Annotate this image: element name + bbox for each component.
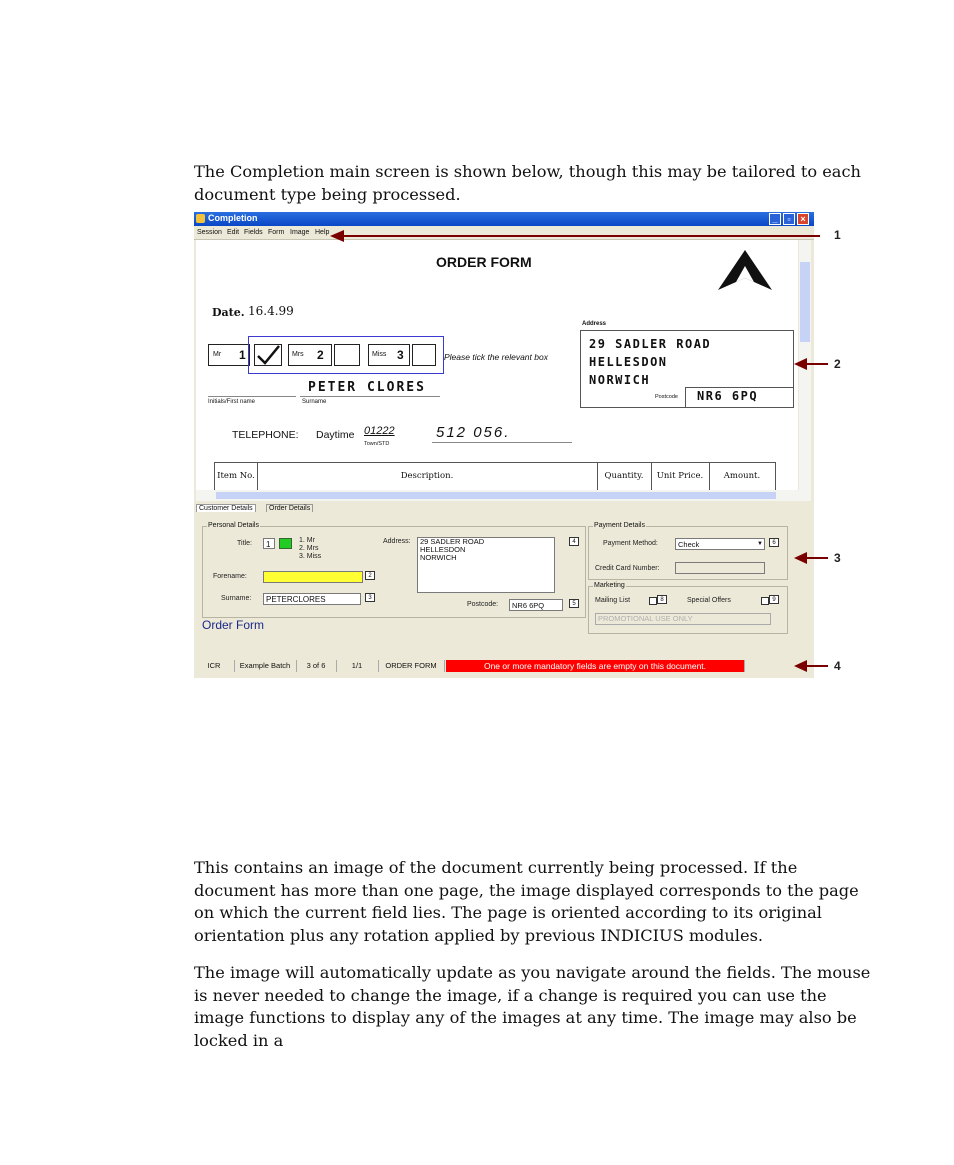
document-image	[196, 240, 798, 490]
status-page: 1/1	[336, 660, 379, 672]
callout-label-1: 1	[834, 228, 841, 242]
callout-arrow-4	[794, 658, 830, 674]
scan-initials-label: Initials/First name	[208, 399, 256, 405]
status-batch: Example Batch	[234, 660, 297, 672]
scan-address-label: Address	[582, 321, 607, 327]
payment-method-number: 6	[769, 538, 779, 547]
personal-details-group	[202, 522, 586, 618]
special-offers-label: Special Offers	[687, 597, 731, 604]
callout-label-2: 2	[834, 357, 841, 371]
scan-item-table-header	[214, 462, 776, 490]
forename-label: Forename:	[213, 573, 247, 580]
menu-help[interactable]: Help	[315, 229, 330, 236]
scan-address-line-3: NORWICH	[589, 373, 651, 387]
details-tabs	[194, 502, 814, 516]
status-bar	[194, 656, 808, 676]
scan-phone-number: 512 056.	[436, 424, 511, 441]
chevron-down-icon: ▼	[757, 541, 763, 547]
image-horizontal-scrollbar[interactable]	[196, 490, 811, 501]
scan-surname-label: Surname	[302, 399, 327, 405]
menu-image[interactable]: Image	[290, 229, 310, 236]
scan-postcode-label: Postcode	[655, 394, 678, 400]
forename-field[interactable]	[263, 571, 363, 583]
mailing-list-label: Mailing List	[595, 597, 631, 604]
status-doc-index: 3 of 6	[296, 660, 337, 672]
body-paragraph-2: The image will automatically update as you navigate around the fields. The mouse is never needed to change the image, if a change is required you can use the image functions to display any of the images at any time. The image may also be locked in a	[194, 963, 871, 1050]
postcode-field[interactable]: NR6 6PQ	[509, 599, 563, 611]
tab-order-details[interactable]: Order Details	[266, 504, 313, 512]
address-field[interactable]: 29 SADLER ROAD HELLESDON NORWICH	[417, 537, 555, 593]
field-highlight-rect	[248, 336, 444, 374]
special-offers-checkbox[interactable]	[761, 597, 769, 605]
payment-details-group	[588, 522, 788, 580]
scan-miss-box: Miss 3	[368, 344, 410, 366]
menu-fields[interactable]: Fields	[244, 229, 263, 236]
scan-postcode-value: NR6 6PQ	[697, 389, 759, 403]
title-bar	[194, 212, 814, 226]
forename-field-number: 2	[365, 571, 375, 580]
credit-card-field[interactable]	[675, 562, 765, 574]
scan-form-title: ORDER FORM	[436, 254, 532, 270]
callout-arrow-2	[794, 356, 830, 372]
menu-edit[interactable]: Edit	[227, 229, 240, 236]
scan-address-box	[580, 330, 794, 408]
form-name-label: Order Form	[202, 618, 265, 632]
marketing-caption: Marketing	[594, 582, 625, 589]
completion-window-screenshot	[194, 212, 814, 678]
postcode-label: Postcode:	[467, 601, 499, 608]
app-icon	[196, 214, 205, 223]
status-error-message: One or more mandatory fields are empty on this document.	[446, 660, 745, 672]
callout-label-3: 3	[834, 551, 841, 565]
menu-session[interactable]: Session	[197, 229, 222, 236]
scan-col-unit-price: Unit Price.	[651, 463, 710, 490]
scan-daytime-label: Daytime	[316, 429, 355, 441]
title-valid-indicator	[279, 538, 292, 549]
scan-col-description: Description.	[257, 463, 598, 490]
payment-details-caption: Payment Details	[594, 522, 645, 529]
intro-paragraph: The Completion main screen is shown below, though this may be tailored to each document type being processed.	[194, 162, 861, 204]
title-label: Title:	[237, 540, 252, 547]
scan-mrs-box: Mrs 2	[288, 344, 332, 366]
surname-field[interactable]: PETERCLORES	[263, 593, 361, 605]
surname-field-number: 3	[365, 593, 375, 602]
scan-col-item-no: Item No.	[215, 463, 258, 490]
title-options: 1. Mr 2. Mrs 3. Miss	[299, 537, 322, 560]
promo-field: PROMOTIONAL USE ONLY	[595, 613, 771, 625]
maximize-button[interactable]: ▫	[783, 213, 795, 225]
scan-mr-box: Mr 1	[208, 344, 250, 366]
callout-label-4: 4	[834, 659, 841, 673]
scan-address-line-1: 29 SADLER ROAD	[589, 337, 712, 351]
surname-label: Surname:	[221, 595, 252, 602]
scan-col-amount: Amount.	[723, 471, 761, 481]
minimize-button[interactable]: _	[769, 213, 781, 225]
payment-method-label: Payment Method:	[603, 540, 658, 547]
address-label: Address:	[383, 538, 411, 545]
status-mode: ICR	[194, 660, 235, 672]
scan-date-value: 16.4.99	[248, 304, 294, 318]
status-form: ORDER FORM	[378, 660, 445, 672]
special-offers-number: 9	[769, 595, 779, 604]
close-button[interactable]: ×	[797, 213, 809, 225]
scan-name-handwritten: PETER CLORES	[308, 380, 426, 395]
credit-card-label: Credit Card Number:	[595, 565, 660, 572]
scan-area-code: 01222	[364, 425, 395, 437]
callout-arrow-3	[794, 550, 830, 566]
menu-form[interactable]: Form	[268, 229, 285, 236]
scan-address-line-2: HELLESDON	[589, 355, 668, 369]
window-title: Completion	[208, 213, 258, 223]
tab-customer-details[interactable]: Customer Details	[196, 504, 256, 512]
postcode-field-number: 5	[569, 599, 579, 608]
mailing-list-checkbox[interactable]	[649, 597, 657, 605]
scan-telephone-label: TELEPHONE:	[232, 429, 299, 441]
scan-date-label: Date.	[212, 306, 245, 319]
mailing-list-number: 8	[657, 595, 667, 604]
scan-town-std-label: Town/STD	[364, 441, 390, 447]
company-logo	[716, 248, 774, 292]
address-field-number: 4	[569, 537, 579, 546]
title-field[interactable]: 1	[263, 538, 275, 549]
payment-method-select[interactable]: Check ▼	[675, 538, 765, 550]
body-paragraph-1: This contains an image of the document currently being processed. If the document has more than one page, the image displayed corresponds to the page on which the current field lies. The page is oriented according to its original orientation plus any rotation applied by previous INDICIUS modules.	[194, 858, 859, 945]
scan-tick-hint: Please tick the relevant box	[444, 352, 548, 362]
callout-arrow-1	[330, 226, 830, 246]
marketing-group	[588, 582, 788, 634]
scan-col-quantity: Quantity.	[597, 463, 652, 490]
personal-details-caption: Personal Details	[208, 522, 259, 529]
